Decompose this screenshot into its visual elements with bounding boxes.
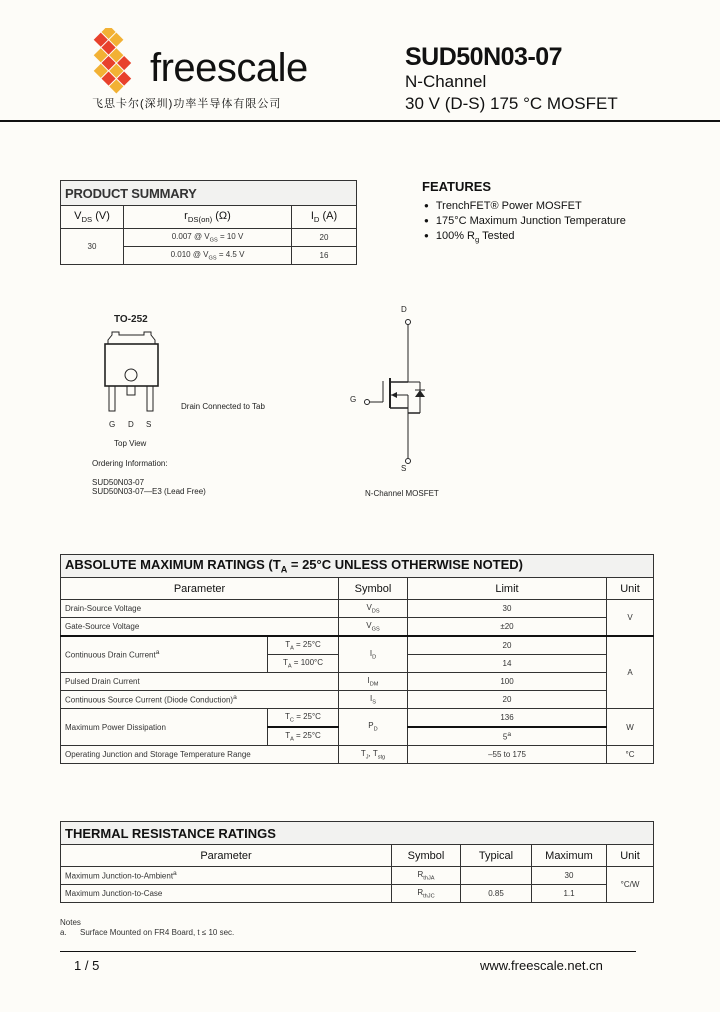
rds-value: 0.010 @ $V_{GS} = 4.5$ V: [124, 247, 292, 265]
unit-cell: °C/W: [607, 867, 654, 903]
limit-cell: 20: [408, 691, 607, 709]
thermal-resistance-table: [60, 821, 654, 903]
parameter-header: Parameter: [61, 845, 392, 867]
parameter-header: Parameter: [61, 578, 339, 600]
condition-cell: $T_A = 25^\circ C$: [268, 636, 339, 655]
unit-cell: °C: [607, 746, 654, 764]
thermal-title: THERMAL RESISTANCE RATINGS: [61, 822, 654, 845]
unit-cell: A: [607, 636, 654, 709]
absolute-max-ratings-table: [60, 554, 654, 764]
website-link[interactable]: www.freescale.net.cn: [480, 958, 603, 973]
logo-wordmark: freescale: [150, 46, 308, 90]
rds-header: $r_{DS(on)}$ (Ω): [124, 206, 292, 229]
limit-cell: 100: [408, 673, 607, 691]
gate-label: G: [350, 395, 357, 404]
table-row: [61, 709, 654, 728]
symbol-cell: $V_{GS}$: [339, 618, 408, 637]
vds-value: 30: [61, 229, 124, 265]
package-diagram: [88, 314, 288, 504]
notes-section: [60, 918, 234, 938]
top-view-label: Top View: [114, 439, 147, 448]
param-cell: Operating Junction and Storage Temperature Range: [61, 746, 339, 764]
symbol-cell: $I_S$: [339, 691, 408, 709]
symbol-cell: $I_{DM}$: [339, 673, 408, 691]
symbol-header: Symbol: [392, 845, 461, 867]
drain-label: D: [401, 305, 407, 314]
footer-divider: [60, 951, 636, 952]
ordering-part-2: SUD50N03-07—E3 (Lead Free): [92, 487, 206, 496]
table-row: [61, 673, 654, 691]
limit-cell: ±20: [408, 618, 607, 637]
unit-header: Unit: [607, 578, 654, 600]
pin-label-g: G: [109, 420, 116, 429]
id-value: 16: [292, 247, 357, 265]
maximum-cell: 30: [532, 867, 607, 885]
param-cell: Drain-Source Voltage: [61, 600, 339, 618]
table-row: [61, 600, 654, 618]
param-cell: Maximum Power Dissipation: [61, 709, 268, 746]
table-row: [61, 636, 654, 655]
table-row: [61, 746, 654, 764]
table-row: [61, 618, 654, 637]
param-cell: Pulsed Drain Current: [61, 673, 339, 691]
features-list: [424, 199, 626, 247]
product-summary-title: PRODUCT SUMMARY: [61, 181, 357, 206]
vds-header: $V_{DS}$ (V): [61, 206, 124, 229]
limit-cell: –55 to 175: [408, 746, 607, 764]
condition-cell: $T_A = 100^\circ C$: [268, 655, 339, 673]
param-cell: Maximum Junction-to-Case: [61, 885, 392, 903]
feature-item: ● 100% $R_g$ Tested: [424, 229, 626, 247]
notes-title: Notes: [60, 918, 81, 927]
id-header: $I_D$ (A): [292, 206, 357, 229]
feature-item: ● TrenchFET® Power MOSFET: [424, 199, 626, 214]
table-row: [61, 691, 654, 709]
limit-cell: 14: [408, 655, 607, 673]
symbol-header: Symbol: [339, 578, 408, 600]
page-number: 1 / 5: [74, 958, 100, 973]
param-cell: Gate-Source Voltage: [61, 618, 339, 637]
symbol-cell: $P_D$: [339, 709, 408, 746]
condition-cell: $T_A = 25^\circ C$: [268, 727, 339, 746]
feature-item: ● 175°C Maximum Junction Temperature: [424, 214, 626, 229]
ordering-part-1: SUD50N03-07: [92, 478, 145, 487]
ordering-info-title: Ordering Information:: [92, 459, 168, 468]
symbol-cell: $V_{DS}$: [339, 600, 408, 618]
param-cell: Continuous Source Current (Diode Conduction)$^a$: [61, 691, 339, 709]
header-divider: [0, 120, 720, 122]
limit-cell: 20: [408, 636, 607, 655]
part-number-title: SUD50N03-07: [405, 43, 563, 71]
condition-cell: $T_C = 25^\circ C$: [268, 709, 339, 728]
table-row: [61, 229, 357, 247]
symbol-caption: N-Channel MOSFET: [365, 489, 439, 498]
table-row: [61, 885, 654, 903]
limit-cell: 5$^a$: [408, 727, 607, 746]
abs-max-title: ABSOLUTE MAXIMUM RATINGS ($T_A = 25^\circ C$ UNLESS OTHERWISE NOTED): [61, 555, 654, 578]
maximum-header: Maximum: [532, 845, 607, 867]
typical-header: Typical: [461, 845, 532, 867]
limit-cell: 30: [408, 600, 607, 618]
unit-cell: W: [607, 709, 654, 746]
limit-header: Limit: [408, 578, 607, 600]
to252-package-icon: [102, 328, 162, 418]
unit-header: Unit: [607, 845, 654, 867]
id-value: 20: [292, 229, 357, 247]
symbol-cell: $I_D$: [339, 636, 408, 673]
unit-cell: V: [607, 600, 654, 637]
rds-value: 0.007 @ $V_{GS} = 10$ V: [124, 229, 292, 247]
logo-subtitle: 飞思卡尔(深圳)功率半导体有限公司: [92, 98, 282, 110]
typical-cell: [461, 867, 532, 885]
package-name: TO-252: [114, 314, 148, 325]
limit-cell: 136: [408, 709, 607, 728]
drain-tab-note: Drain Connected to Tab: [181, 402, 265, 411]
note-a: a. Surface Mounted on FR4 Board, t ≤ 10 sec.: [60, 928, 235, 937]
table-row: [61, 867, 654, 885]
pin-label-d: D: [128, 420, 134, 429]
maximum-cell: 1.1: [532, 885, 607, 903]
product-summary-table: [60, 180, 357, 265]
pin-label-s: S: [146, 420, 152, 429]
param-cell: Maximum Junction-to-Ambient$^a$: [61, 867, 392, 885]
n-channel-mosfet-icon: [345, 303, 460, 473]
typical-cell: 0.85: [461, 885, 532, 903]
features-title: FEATURES: [422, 179, 492, 194]
mosfet-symbol-diagram: [345, 303, 460, 503]
source-label: S: [401, 464, 407, 473]
symbol-cell: $R_{thJA}$: [392, 867, 461, 885]
param-cell: Continuous Drain Current$^a$: [61, 636, 268, 673]
device-description: 30 V (D-S) 175 °C MOSFET: [405, 94, 618, 113]
symbol-cell: $R_{thJC}$: [392, 885, 461, 903]
symbol-cell: $T_J$, $T_{stg}$: [339, 746, 408, 764]
channel-type: N-Channel: [405, 72, 487, 91]
